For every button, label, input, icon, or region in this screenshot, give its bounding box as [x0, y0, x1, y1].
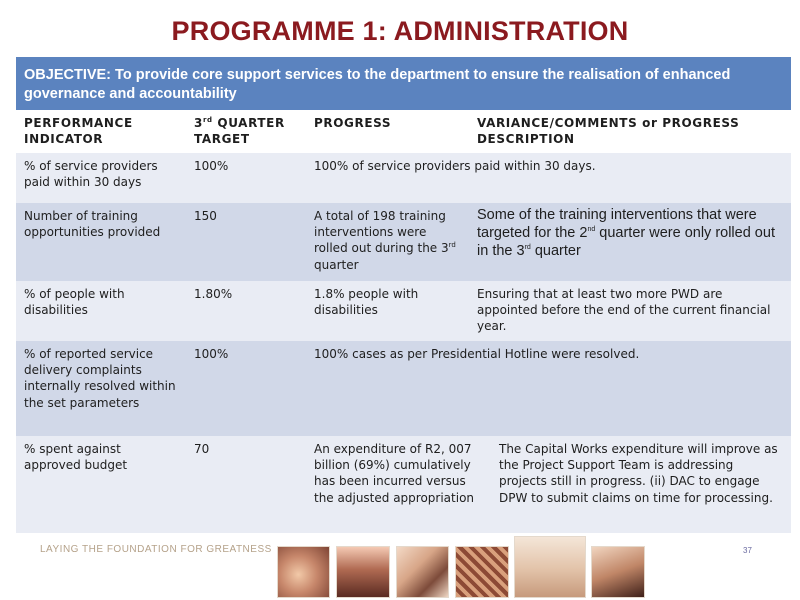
row-target: 150 — [194, 209, 217, 223]
row-progress: 100% of service providers paid within 30 days. — [314, 159, 596, 173]
row-progress: A total of 198 training interventions were rolled out during the 3rd quarter — [314, 209, 456, 272]
row-target: 100% — [194, 159, 229, 173]
row-target: 1.80% — [194, 287, 233, 301]
row-variance: Ensuring that at least two more PWD are appointed before the end of the current financial year. — [477, 287, 771, 334]
table-row — [16, 203, 791, 281]
table-header-row — [16, 110, 791, 153]
footer-photo-hands — [277, 546, 330, 598]
row-target: 100% — [194, 347, 229, 361]
table-row — [16, 281, 791, 341]
header-performance-indicator: PERFORMANCE INDICATOR — [24, 116, 133, 147]
row-indicator: % of service providers paid within 30 days — [24, 159, 158, 190]
row-indicator: % of people with disabilities — [24, 287, 125, 318]
table-row — [16, 341, 791, 436]
footer-tagline: LAYING THE FOUNDATION FOR GREATNESS — [40, 544, 272, 555]
table-row — [16, 153, 791, 203]
row-progress: An expenditure of R2, 007 billion (69%) cumulatively has been incurred versus the adjusted appropriation — [314, 442, 475, 505]
footer-photo-weave — [455, 546, 509, 598]
header-progress: PROGRESS — [314, 116, 392, 130]
row-progress: 1.8% people with disabilities — [314, 287, 419, 318]
footer-photo-saxophone — [591, 546, 645, 598]
row-variance: The Capital Works expenditure will improve as the Project Support Team is addressing projects still in progress. (ii) DAC to engage DPW to submit claims on time for processing. — [499, 442, 778, 505]
header-variance: VARIANCE/COMMENTS or PROGRESS DESCRIPTION — [477, 116, 740, 147]
row-variance: Some of the training interventions that were targeted for the 2nd quarter were only rolled out in the 3rd quarter — [477, 207, 775, 259]
page-title: PROGRAMME 1: ADMINISTRATION — [171, 16, 629, 46]
page-number: 37 — [743, 546, 752, 555]
footer-photo-film — [396, 546, 449, 598]
row-target: 70 — [194, 442, 210, 456]
row-indicator: % of reported service delivery complaints internally resolved within the set parameters — [24, 347, 176, 410]
header-quarter-target: 3rd QUARTER TARGET — [194, 116, 285, 147]
row-progress: 100% cases as per Presidential Hotline were resolved. — [314, 347, 640, 361]
footer-photo-dancers — [336, 546, 390, 598]
row-indicator: Number of training opportunities provided — [24, 209, 161, 240]
footer-photo-ballet — [514, 536, 586, 598]
objective-banner: OBJECTIVE: To provide core support services to the department to ensure the realisation of enhanced governance and accountability — [16, 57, 791, 110]
performance-table — [16, 57, 791, 533]
table-row — [16, 436, 791, 533]
row-indicator: % spent against approved budget — [24, 442, 128, 473]
